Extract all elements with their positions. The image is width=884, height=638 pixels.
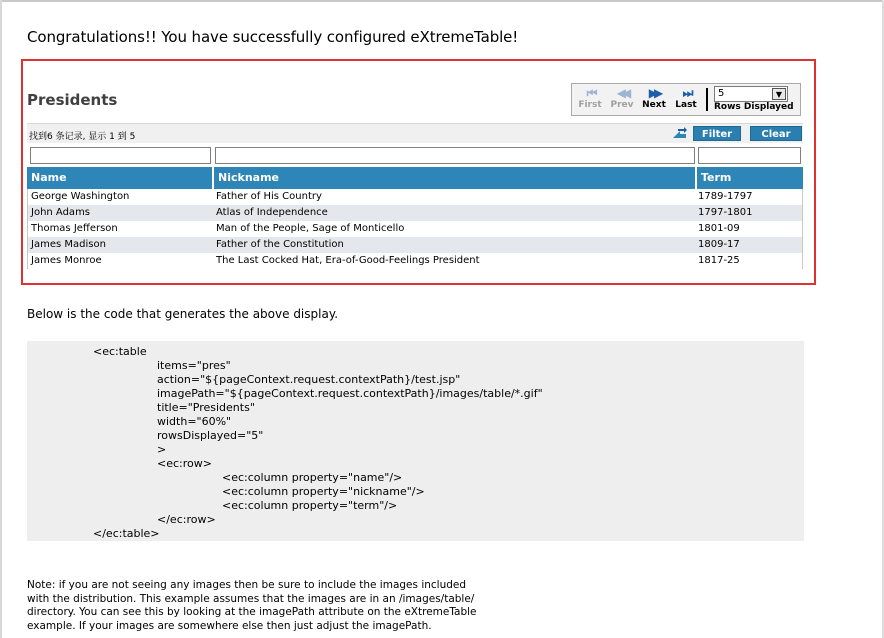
table-row[interactable]	[28, 237, 802, 253]
note-line: directory. You can see this by looking at the imagePath attribute on the eXtremeTable	[27, 606, 477, 618]
rows-displayed-select[interactable]	[714, 86, 788, 102]
filter-button[interactable]: Filter	[693, 126, 741, 141]
cell-name: Thomas Jefferson	[31, 223, 118, 234]
first-label: First	[578, 100, 602, 110]
first-page-icon: ⏮	[586, 86, 594, 100]
code-intro-text: Below is the code that generates the above display.	[27, 307, 339, 321]
cell-nickname: Man of the People, Sage of Monticello	[216, 223, 405, 234]
code-line: <ec:row>	[157, 457, 212, 470]
code-block	[27, 341, 804, 541]
last-page-icon: ⏭	[682, 86, 690, 100]
code-line: <ec:column property="name"/>	[222, 471, 403, 484]
first-page-button[interactable]	[574, 86, 606, 114]
pagination-toolbar	[571, 83, 801, 116]
congrats-message: Congratulations!! You have successfully configured eXtremeTable!	[27, 28, 519, 46]
window-left-border	[0, 0, 2, 638]
cell-name: John Adams	[31, 207, 91, 218]
table-title: Presidents	[27, 91, 118, 109]
cell-term: 1817-25	[698, 255, 740, 266]
last-page-button[interactable]	[670, 86, 702, 114]
cell-nickname: The Last Cocked Hat, Era-of-Good-Feelings President	[216, 255, 480, 266]
next-page-button[interactable]	[638, 86, 670, 114]
note-paragraph	[27, 579, 587, 633]
code-line: <ec:column property="nickname"/>	[222, 485, 425, 498]
table-header	[27, 167, 803, 189]
cell-term: 1789-1797	[698, 191, 753, 202]
next-label: Next	[642, 100, 666, 110]
cell-term: 1801-09	[698, 223, 740, 234]
window-top-border	[0, 0, 884, 2]
cell-name: James Madison	[31, 239, 106, 250]
table-row[interactable]	[28, 189, 802, 205]
rows-displayed-label: Rows Displayed	[714, 102, 794, 112]
code-line: rowsDisplayed="5"	[157, 429, 264, 442]
note-line: with the distribution. This example assumes that the images are in an /images/table/	[27, 592, 475, 605]
rows-displayed-value: 5	[718, 88, 725, 99]
code-line: width="60%"	[157, 415, 232, 428]
cell-nickname: Atlas of Independence	[216, 207, 328, 218]
export-icon[interactable]	[672, 126, 687, 140]
code-line: >	[157, 443, 167, 456]
code-line: action="${pageContext.request.contextPath}/test.jsp"	[157, 373, 461, 386]
code-line: imagePath="${pageContext.request.contextPath}/images/table/*.gif"	[157, 387, 543, 400]
chevron-down-icon[interactable]: ▼	[772, 88, 786, 100]
code-line: items="pres"	[157, 359, 231, 372]
cell-name: James Monroe	[31, 255, 102, 266]
note-line: Note: if you are not seeing any images then be sure to include the images included	[27, 579, 467, 591]
cell-name: George Washington	[31, 191, 130, 202]
cell-term: 1797-1801	[698, 207, 753, 218]
table-body	[27, 189, 803, 269]
nav-separator	[706, 88, 708, 111]
code-line: title="Presidents"	[157, 401, 255, 414]
record-count-status: 找到6 条记录, 显示 1 到 5	[29, 132, 136, 142]
prev-page-icon: ◀◀	[616, 86, 628, 100]
clear-button[interactable]: Clear	[750, 126, 802, 141]
note-line: example. If your images are somewhere else then just adjust the imagePath.	[27, 619, 432, 632]
prev-label: Prev	[610, 100, 634, 110]
code-line: </ec:row>	[157, 513, 216, 526]
next-page-icon: ▶▶	[648, 86, 660, 100]
prev-page-button[interactable]	[606, 86, 638, 114]
code-line: <ec:column property="term"/>	[222, 499, 398, 512]
column-header-name[interactable]: Name	[31, 171, 67, 184]
term-filter-input[interactable]	[698, 147, 801, 164]
nickname-filter-input[interactable]	[215, 147, 695, 164]
code-line: </ec:table>	[93, 527, 160, 540]
column-header-term[interactable]: Term	[701, 171, 732, 184]
code-line: <ec:table	[93, 345, 147, 358]
cell-nickname: Father of His Country	[216, 191, 322, 202]
cell-term: 1809-17	[698, 239, 740, 250]
cell-nickname: Father of the Constitution	[216, 239, 344, 250]
table-row[interactable]	[28, 205, 802, 221]
column-header-nickname[interactable]: Nickname	[218, 171, 279, 184]
status-toolbar	[27, 123, 803, 143]
last-label: Last	[675, 100, 697, 110]
name-filter-input[interactable]	[30, 147, 211, 164]
table-row[interactable]	[28, 221, 802, 237]
table-row[interactable]	[28, 253, 802, 269]
